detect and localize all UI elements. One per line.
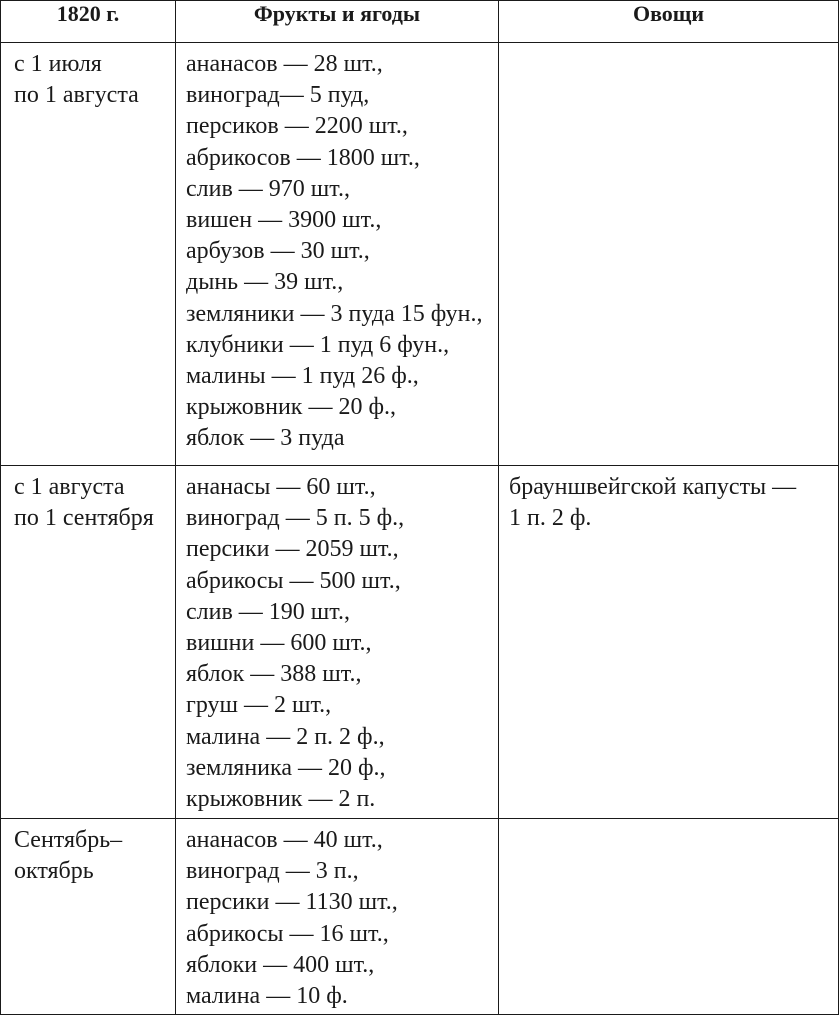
fruit-item: груш — 2 шт.,: [186, 692, 332, 719]
fruit-item: виноград — 5 п. 5 ф.,: [186, 505, 405, 532]
fruit-item: персиков — 2200 шт.,: [186, 113, 408, 140]
fruit-item: персики — 2059 шт.,: [186, 536, 399, 563]
fruit-item: земляника — 20 ф.,: [186, 754, 386, 781]
fruit-item: крыжовник — 2 п.: [186, 786, 376, 813]
fruit-item: слив — 190 шт.,: [186, 598, 350, 625]
fruit-item: крыжовник — 20 ф.,: [186, 394, 396, 421]
fruit-item: виноград — 3 п.,: [186, 858, 359, 885]
vegetables-cell: [499, 819, 839, 1015]
table-row: [1, 466, 839, 819]
vegetables-cell: [499, 43, 839, 466]
vegetable-item: 1 п. 2 ф.: [509, 505, 592, 532]
fruit-item: абрикосов — 1800 шт.,: [186, 144, 420, 171]
fruits-cell: [176, 43, 499, 466]
header-year: 1820 г.: [1, 1, 176, 43]
vegetables-cell: [499, 466, 839, 819]
period-line: Сентябрь–: [14, 827, 123, 853]
fruit-item: яблок — 388 шт.,: [186, 661, 362, 688]
fruit-item: малина — 2 п. 2 ф.,: [186, 723, 385, 750]
fruit-item: арбузов — 30 шт.,: [186, 238, 370, 265]
fruit-item: персики — 1130 шт.,: [186, 889, 398, 916]
fruit-item: клубники — 1 пуд 6 фун.,: [186, 331, 450, 358]
header-row: [1, 1, 839, 43]
header-vegetables: Овощи: [499, 1, 839, 43]
period-line: с 1 августа: [14, 474, 125, 500]
period-line: по 1 августа: [14, 82, 139, 109]
fruit-item: малина — 10 ф.: [186, 983, 348, 1010]
fruit-item: виноград— 5 пуд,: [186, 82, 370, 109]
period-cell: [1, 466, 176, 819]
period-cell: [1, 43, 176, 466]
fruit-item: ананасы — 60 шт.,: [186, 474, 376, 500]
fruit-item: малины — 1 пуд 26 ф.,: [186, 363, 419, 390]
fruit-item: яблок — 3 пуда: [186, 425, 345, 452]
fruit-item: яблоки — 400 шт.,: [186, 951, 375, 978]
fruits-cell: [176, 819, 499, 1015]
fruit-item: ананасов — 40 шт.,: [186, 827, 383, 853]
fruits-cell: [176, 466, 499, 819]
fruit-item: земляники — 3 пуда 15 фун.,: [186, 300, 483, 327]
header-fruits: Фрукты и ягоды: [176, 1, 499, 43]
period-line: по 1 сентября: [14, 505, 154, 532]
fruit-item: ананасов — 28 шт.,: [186, 51, 383, 77]
fruit-item: дынь — 39 шт.,: [186, 269, 344, 296]
period-cell: [1, 819, 176, 1015]
period-line: октябрь: [14, 858, 94, 885]
fruit-item: абрикосы — 500 шт.,: [186, 567, 401, 594]
fruit-item: абрикосы — 16 шт.,: [186, 920, 389, 947]
table-row: [1, 43, 839, 466]
fruit-item: вишен — 3900 шт.,: [186, 207, 382, 234]
fruit-item: слив — 970 шт.,: [186, 175, 350, 202]
vegetable-item: брауншвейгской капусты —: [509, 474, 797, 500]
fruit-item: вишни — 600 шт.,: [186, 630, 372, 657]
period-line: с 1 июля: [14, 51, 102, 77]
table-row: [1, 819, 839, 1015]
